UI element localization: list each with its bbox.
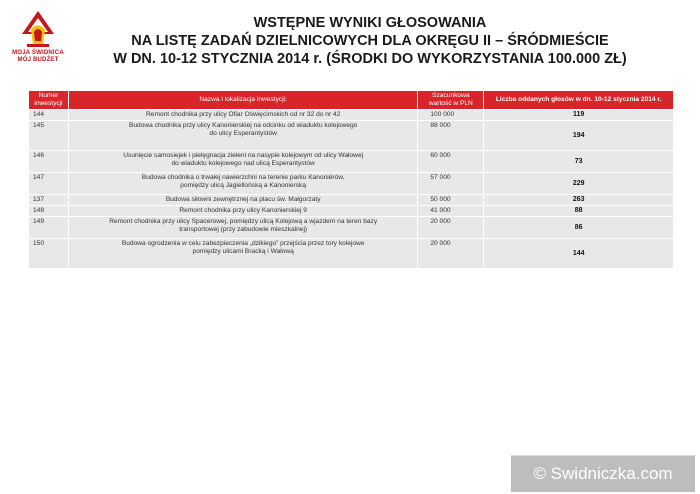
table-row bbox=[29, 121, 674, 151]
cell-number: 144 bbox=[29, 110, 69, 121]
cell-name: Budowa chodnika przy ulicy Kanonierskiej na odcinku od wiaduktu kolejowego do ulicy Esperantystów bbox=[68, 121, 417, 151]
results-table bbox=[28, 90, 674, 269]
table-row bbox=[29, 173, 674, 195]
table-header-row bbox=[29, 91, 674, 110]
cell-cost: 60 000 bbox=[418, 151, 484, 173]
cell-cost: 57 000 bbox=[418, 173, 484, 195]
cell-votes: 144 bbox=[484, 239, 674, 269]
logo bbox=[6, 10, 70, 70]
cell-name: Budowa chodnika o trwałej nawierzchni na terenie parku Kanoniérów, pomiędzy ulicą Jagiellońską a Kanonierską bbox=[68, 173, 417, 195]
cell-cost: 20 000 bbox=[418, 239, 484, 269]
cell-number: 148 bbox=[29, 206, 69, 217]
cell-cost: 20 000 bbox=[418, 217, 484, 239]
cell-number: 146 bbox=[29, 151, 69, 173]
table-row bbox=[29, 110, 674, 121]
cell-name: Remont chodnika przy ulicy Spacerowej, pomiędzy ulicą Kolejową a wjazdem na teren bazy transportowej (przy zabudowie mieszkalnej) bbox=[68, 217, 417, 239]
watermark bbox=[511, 455, 695, 492]
table-row bbox=[29, 151, 674, 173]
cell-votes: 73 bbox=[484, 151, 674, 173]
cell-number: 137 bbox=[29, 195, 69, 206]
cell-number: 145 bbox=[29, 121, 69, 151]
header-cost: Szacunkowa wartość w PLN bbox=[418, 91, 484, 110]
page-title bbox=[70, 14, 670, 68]
cell-votes: 263 bbox=[484, 195, 674, 206]
title-line3: W DN. 10-12 STYCZNIA 2014 r. (ŚRODKI DO WYKORZYSTANIA 100.000 ZŁ) bbox=[113, 51, 627, 67]
cell-cost: 50 000 bbox=[418, 195, 484, 206]
coat-of-arms-icon bbox=[21, 10, 55, 50]
watermark-text: © Swidniczka.com bbox=[533, 464, 673, 483]
cell-name: Budowa siłowni zewnętrznej na placu św. Małgorzaty bbox=[68, 195, 417, 206]
cell-name: Budowa ogrodzenia w celu zabezpieczenia „dzikiego” przejścia przez tory kolejowe pomiędzy ulicami Bracką i Wałową bbox=[68, 239, 417, 269]
header-name: Nazwa i lokalizacja inwestycji: bbox=[68, 91, 417, 110]
cell-votes: 119 bbox=[484, 110, 674, 121]
cell-name: Usunięcie samosiejek i pielęgnacja zieleni na nasypie kolejowym od ulicy Wałowej do wiaduktu kolejowego nad ulicą Esperantystów bbox=[68, 151, 417, 173]
logo-line1: MOJA ŚWIDNICA bbox=[12, 50, 64, 56]
header-number: Numer inwestycji bbox=[29, 91, 69, 110]
cell-name: Remont chodnika przy ulicy Ofiar Oświęcimskich od nr 32 do nr 42 bbox=[68, 110, 417, 121]
cell-name: Remont chodnika przy ulicy Kanonierskiej 9 bbox=[68, 206, 417, 217]
cell-cost: 100 000 bbox=[418, 110, 484, 121]
cell-votes: 194 bbox=[484, 121, 674, 151]
cell-number: 150 bbox=[29, 239, 69, 269]
header-votes: Liczba oddanych głosów w dn. 10-12 stycznia 2014 r. bbox=[484, 91, 674, 110]
cell-votes: 229 bbox=[484, 173, 674, 195]
table-row bbox=[29, 217, 674, 239]
table-row bbox=[29, 206, 674, 217]
cell-cost: 88 000 bbox=[418, 121, 484, 151]
table-row bbox=[29, 239, 674, 269]
cell-number: 149 bbox=[29, 217, 69, 239]
title-line1: WSTĘPNE WYNIKI GŁOSOWANIA bbox=[253, 15, 487, 31]
cell-votes: 86 bbox=[484, 217, 674, 239]
cell-votes: 88 bbox=[484, 206, 674, 217]
table-row bbox=[29, 195, 674, 206]
cell-cost: 41 000 bbox=[418, 206, 484, 217]
logo-line2: MÓJ BUDŻET bbox=[17, 57, 59, 63]
cell-number: 147 bbox=[29, 173, 69, 195]
title-line2: NA LISTĘ ZADAŃ DZIELNICOWYCH DLA OKRĘGU II – ŚRÓDMIEŚCIE bbox=[131, 33, 609, 49]
